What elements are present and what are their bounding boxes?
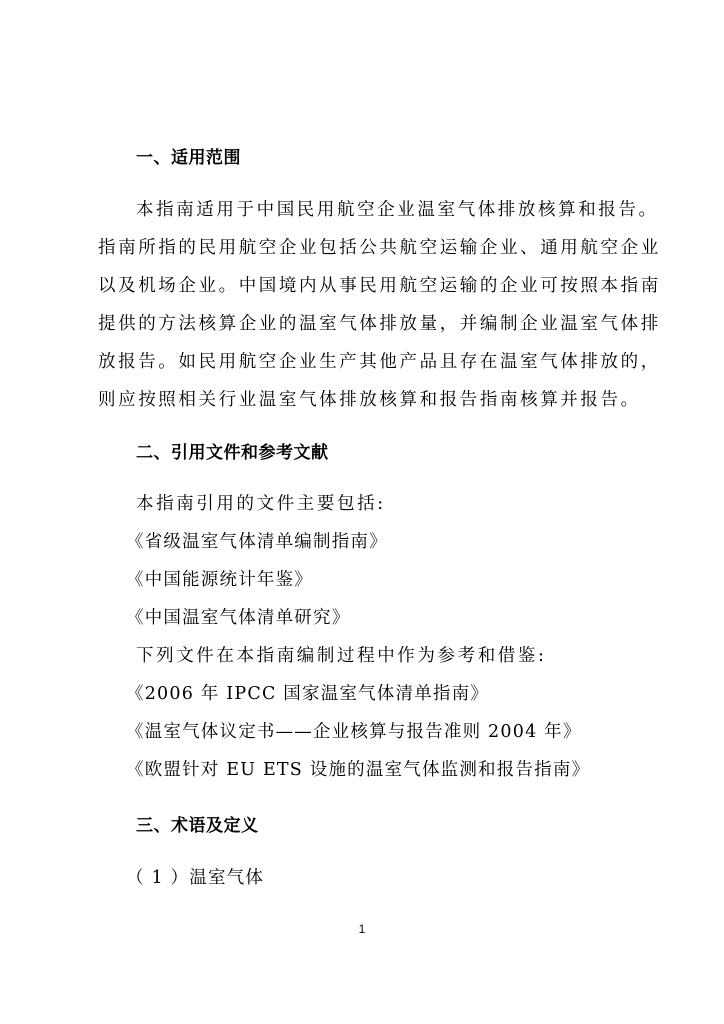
- cited-document: 《中国能源统计年鉴》: [126, 570, 313, 590]
- section-heading-definitions: 三、术语及定义: [136, 816, 259, 836]
- reference-document: 《2006 年 IPCC 国家温室气体清单指南》: [126, 684, 489, 704]
- reference-documents-intro: 下列文件在本指南编制过程中作为参考和借鉴:: [136, 646, 547, 666]
- section-heading-references: 二、引用文件和参考文献: [136, 443, 329, 463]
- reference-document: 《温室气体议定书——企业核算与报告准则 2004 年》: [126, 722, 582, 742]
- paragraph-line: 指南所指的民用航空企业包括公共航空运输企业、通用航空企业: [98, 238, 661, 258]
- references-intro: 本指南引用的文件主要包括:: [136, 494, 386, 514]
- paragraph-line: 放报告。如民用航空企业生产其他产品且存在温室气体排放的，: [98, 352, 661, 372]
- paragraph-line: 提供的方法核算企业的温室气体排放量，并编制企业温室气体排: [98, 314, 661, 334]
- cited-document: 《中国温室气体清单研究》: [126, 608, 351, 628]
- reference-document: 《欧盟针对 EU ETS 设施的温室气体监测和报告指南》: [126, 760, 591, 780]
- paragraph-line: 以及机场企业。中国境内从事民用航空运输的企业可按照本指南: [98, 276, 661, 296]
- cited-document: 《省级温室气体清单编制指南》: [126, 532, 388, 552]
- definition-item-greenhouse-gas: （ 1 ）温室气体: [126, 868, 265, 888]
- page-number: 1: [358, 922, 366, 936]
- paragraph-line: 则应按照相关行业温室气体排放核算和报告指南核算并报告。: [98, 390, 641, 410]
- section-heading-scope: 一、适用范围: [136, 148, 241, 168]
- paragraph-line: 本指南适用于中国民用航空企业温室气体排放核算和报告。: [136, 200, 659, 220]
